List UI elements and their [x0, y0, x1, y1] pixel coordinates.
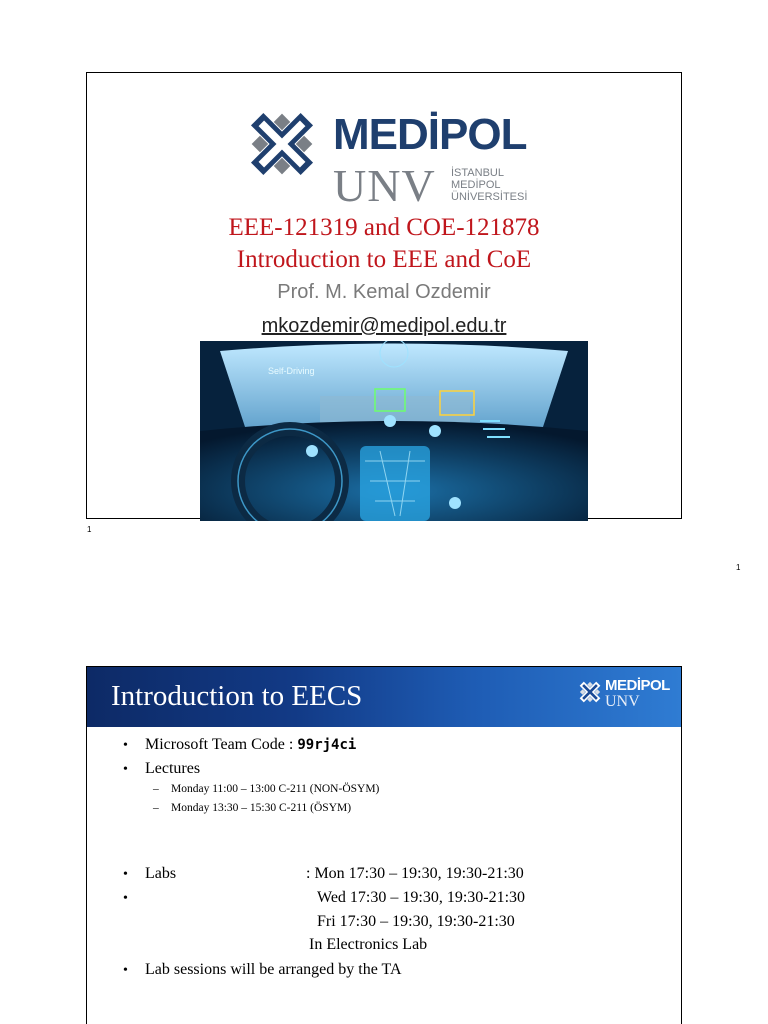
bullet-icon: •	[123, 867, 128, 882]
title-slide	[86, 72, 682, 519]
labs-location: In Electronics Lab	[309, 936, 428, 953]
slide-title: Introduction to EECS	[111, 680, 363, 712]
page-number: 1	[736, 563, 741, 572]
labs-monday: : Mon 17:30 – 19:30, 19:30-21:30	[306, 865, 524, 882]
course-info-slide	[86, 666, 682, 1024]
lab-sessions-note: Lab sessions will be arranged by the TA	[145, 961, 402, 978]
lecture-item: Monday 13:30 – 15:30 C-211 (ÖSYM)	[171, 802, 352, 814]
dash-icon: –	[153, 783, 159, 795]
logo-wordmark: MEDİPOL	[333, 110, 527, 159]
labs-label: Labs	[145, 865, 177, 882]
teams-code-value: 99rj4ci	[297, 737, 357, 753]
mini-logo-unv: UNV	[605, 693, 640, 710]
teams-code-label: Microsoft Team Code :	[145, 736, 294, 753]
mini-logo	[577, 675, 677, 715]
course-title: Introduction to EEE and CoE	[236, 246, 532, 273]
self-driving-car-image	[200, 341, 588, 521]
bullet-icon: •	[123, 762, 128, 777]
course-codes: EEE-121319 and COE-121878	[228, 214, 540, 241]
medipol-logo-icon	[577, 679, 603, 705]
labs-friday: Fri 17:30 – 19:30, 19:30-21:30	[317, 913, 515, 930]
slide-number: 1	[87, 525, 92, 534]
dash-icon: –	[153, 802, 159, 814]
lecture-item: Monday 11:00 – 13:00 C-211 (NON-ÖSYM)	[171, 783, 380, 795]
self-driving-label: Self-Driving	[268, 366, 315, 376]
labs-wednesday: Wed 17:30 – 19:30, 19:30-21:30	[317, 889, 526, 906]
logo-sub-line: MEDİPOL	[451, 179, 501, 191]
author-name: Prof. M. Kemal Ozdemir	[277, 281, 491, 303]
title-banner	[87, 667, 681, 727]
teams-code-item	[145, 736, 356, 754]
logo-unv: UNV	[333, 160, 436, 211]
bullet-icon: •	[123, 738, 128, 753]
mini-logo-wordmark: MEDİPOL	[605, 677, 670, 694]
logo-subtitle	[451, 167, 527, 203]
author-email-link[interactable]: mkozdemir@medipol.edu.tr	[261, 315, 507, 337]
lectures-label: Lectures	[145, 760, 201, 777]
bullet-icon: •	[123, 891, 128, 906]
medipol-logo-icon	[243, 105, 321, 183]
logo-sub-line: İSTANBUL	[451, 167, 504, 179]
bullet-icon: •	[123, 963, 128, 978]
logo-sub-line: ÜNİVERSİTESİ	[451, 191, 528, 203]
